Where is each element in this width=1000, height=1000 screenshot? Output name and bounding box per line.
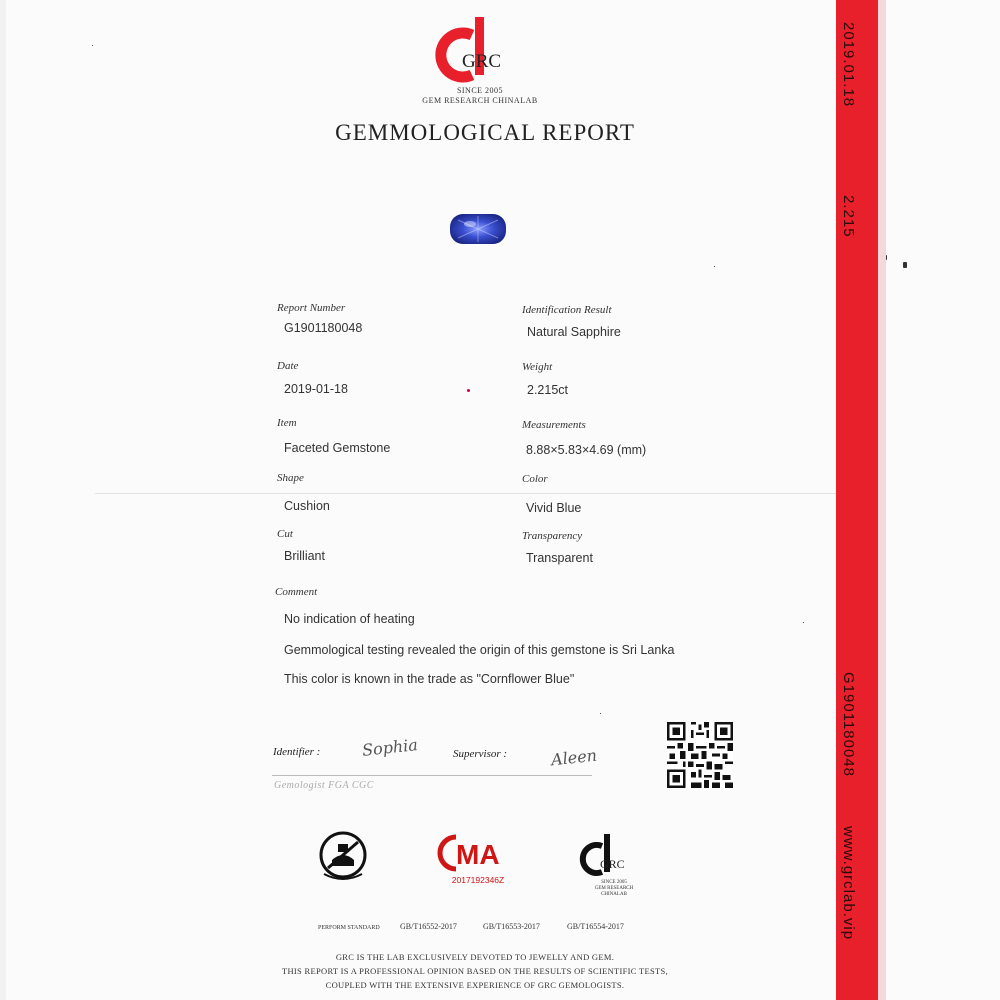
lab-name: GEM RESEARCH CHINALAB bbox=[422, 96, 538, 105]
perform-standard-label: PERFORM STANDARD bbox=[318, 925, 380, 931]
gemologist-credentials: Gemologist FGA CGC bbox=[274, 780, 374, 791]
standard-2: GB/T16553-2017 bbox=[483, 922, 540, 931]
standard-1: GB/T16552-2017 bbox=[400, 922, 457, 931]
strip-report-number: G1901180048 bbox=[840, 672, 857, 777]
speck-3 bbox=[92, 45, 93, 46]
gemstone-image bbox=[448, 212, 508, 246]
standard-3: GB/T16554-2017 bbox=[567, 922, 624, 931]
grc-small-text: GRC bbox=[600, 857, 625, 871]
cma-logo-icon bbox=[436, 833, 518, 873]
cnas-logo-icon bbox=[318, 830, 368, 884]
comment-line-3: This color is known in the trade as "Cornflower Blue" bbox=[284, 672, 575, 686]
speck-2 bbox=[903, 262, 907, 268]
since-block bbox=[380, 86, 580, 106]
item-label: Item bbox=[277, 417, 297, 429]
cma-number: 2017192346Z bbox=[451, 875, 505, 885]
supervisor-label: Supervisor : bbox=[453, 748, 508, 760]
identifier-signature: Sophia bbox=[361, 735, 419, 760]
report-number-label: Report Number bbox=[277, 302, 346, 314]
strip-website: www.grclab.vip bbox=[840, 826, 857, 941]
strip-weight: 2.215 bbox=[840, 195, 857, 238]
shape-value: Cushion bbox=[284, 499, 330, 513]
speck-5 bbox=[600, 713, 601, 714]
speck-4 bbox=[714, 266, 715, 267]
comment-line-2: Gemmological testing revealed the origin of this gemstone is Sri Lanka bbox=[284, 643, 675, 657]
cma-text: MA bbox=[456, 839, 500, 870]
footer-line-2: THIS REPORT IS A PROFESSIONAL OPINION BASED ON THE RESULTS OF SCIENTIFIC TESTS, bbox=[282, 966, 668, 976]
transparency-label: Transparency bbox=[522, 530, 583, 542]
item-value: Faceted Gemstone bbox=[284, 441, 391, 455]
logo-text: GRC bbox=[462, 51, 502, 72]
transparency-value: Transparent bbox=[526, 551, 593, 565]
measurements-value: 8.88×5.83×4.69 (mm) bbox=[526, 443, 647, 457]
date-value: 2019-01-18 bbox=[284, 382, 348, 396]
signature-line bbox=[272, 775, 592, 776]
ink-dot bbox=[467, 389, 470, 392]
weight-label: Weight bbox=[522, 361, 553, 373]
cut-label: Cut bbox=[277, 528, 293, 540]
speck-6 bbox=[803, 622, 804, 623]
color-label: Color bbox=[522, 473, 548, 485]
report-number-value: G1901180048 bbox=[284, 321, 363, 335]
comment-label: Comment bbox=[275, 586, 318, 598]
measurements-label: Measurements bbox=[522, 419, 586, 431]
report-title: GEMMOLOGICAL REPORT bbox=[335, 120, 635, 145]
weight-value: 2.215ct bbox=[527, 383, 569, 397]
grc-logo-icon bbox=[428, 15, 538, 90]
qr-code-icon bbox=[667, 722, 733, 788]
since-text: SINCE 2005 bbox=[456, 86, 504, 95]
identification-label: Identification Result bbox=[522, 304, 612, 316]
footer-line-3: COUPLED WITH THE EXTENSIVE EXPERIENCE OF GRC GEMOLOGISTS. bbox=[325, 980, 625, 990]
color-value: Vivid Blue bbox=[526, 501, 582, 515]
identification-value: Natural Sapphire bbox=[527, 325, 621, 339]
grc-small-logo-icon bbox=[578, 832, 648, 882]
grc-small-since-text: SINCE 2005 bbox=[601, 880, 627, 885]
fold-line bbox=[95, 493, 840, 494]
comment-line-1: No indication of heating bbox=[284, 612, 415, 626]
footer-line-1: GRC IS THE LAB EXCLUSIVELY DEVOTED TO JEWELLY AND GEM. bbox=[335, 952, 615, 962]
cut-value: Brilliant bbox=[284, 549, 325, 563]
grc-small-lab: GEM RESEARCH CHINALAB bbox=[594, 886, 634, 897]
supervisor-signature: Aleen bbox=[550, 745, 598, 770]
grc-small-since bbox=[584, 880, 644, 898]
strip-date: 2019.01.18 bbox=[840, 22, 857, 108]
shape-label: Shape bbox=[277, 472, 304, 484]
left-edge bbox=[0, 0, 6, 1000]
identifier-label: Identifier : bbox=[273, 746, 321, 758]
date-label: Date bbox=[277, 360, 299, 372]
